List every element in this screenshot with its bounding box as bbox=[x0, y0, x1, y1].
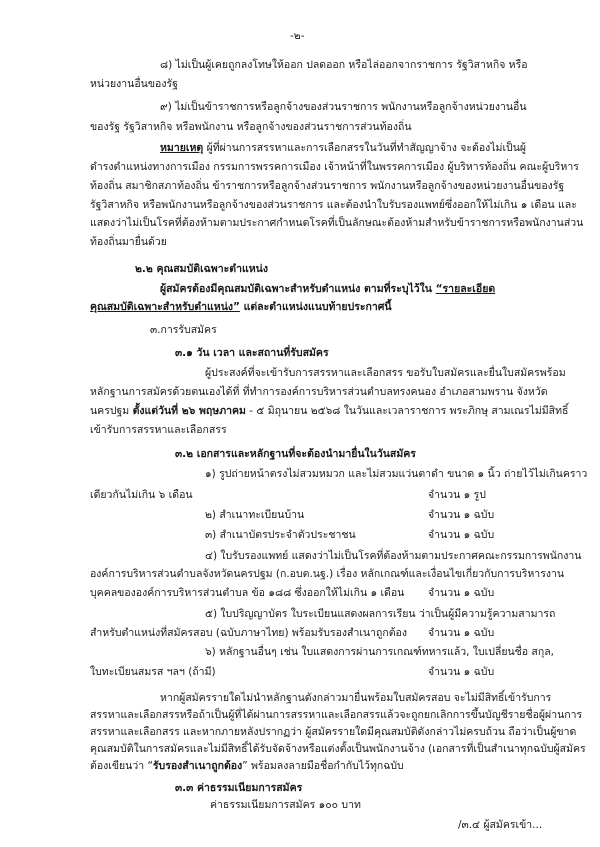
doc-item-1-line1: ๑) รูปถ่ายหน้าตรงไม่สวมหมวก และไม่สวมแว่นตาดำ ขนาด ๑ นิ้ว ถ่ายไว้ไม่เกินคราว bbox=[205, 468, 588, 480]
note-line3: ท้องถิ่น สมาชิกสภาท้องถิ่น ข้าราชการหรือลูกจ้างส่วนราชการ พนักงานหรือลูกจ้างของหน่วยงานอื่นของรัฐ bbox=[90, 180, 565, 192]
warning-line2: สรรหาและเลือกสรรหรือถ้าเป็นผู้ที่ได้ผ่านการสรรหาและเลือกสรรแล้วจะถูกยกเลิกการขึ้นบัญชีรายชื่อผู้ผ่านการ bbox=[90, 709, 583, 721]
next-page-hint-row bbox=[458, 819, 542, 832]
note-line6: ท้องถิ่นมายื่นด้วย bbox=[90, 236, 167, 248]
warning-line5-row bbox=[90, 760, 404, 773]
warning-line5-a: ต้องเขียนว่า “ bbox=[90, 760, 153, 772]
warning-line5-c: ” พร้อมลงลายมือชื่อกำกับไว้ทุกฉบับ bbox=[242, 760, 404, 772]
doc-item-3-qty: จำนวน ๑ ฉบับ bbox=[428, 529, 495, 541]
doc-item-1-line2: เดียวกันไม่เกิน ๖ เดือน bbox=[90, 489, 193, 501]
doc-item-3-line1: ๓) สำเนาบัตรประจำตัวประชาชน bbox=[205, 529, 356, 541]
page-number: -๒- bbox=[290, 30, 305, 42]
section-2-2-line2-text: แต่ละตำแหน่งแนบท้ายประกาศนี้ bbox=[239, 301, 392, 313]
warning-line4-row bbox=[90, 743, 586, 756]
section-3-1-line4: เข้ารับการสรรหาและเลือกสรร bbox=[90, 424, 227, 436]
doc-item-6-line2: ใบทะเบียนสมรส ฯลฯ (ถ้ามี) bbox=[90, 666, 216, 678]
note-line1 bbox=[160, 142, 526, 155]
certified-copy-text: รับรองสำเนาถูกต้อง bbox=[152, 760, 243, 772]
specs-link-part1: “รายละเอียด bbox=[435, 283, 496, 295]
doc-item-4-line1: ๔) ใบรับรองแพทย์ แสดงว่าไม่เป็นโรคที่ต้องห้ามตามประกาศคณะกรรมการพนักงาน bbox=[205, 550, 582, 562]
section-3-3-heading-row bbox=[175, 782, 302, 795]
doc-item-6-line1: ๖) หลักฐานอื่นๆ เช่น ใบแสดงการผ่านการเกณฑ์ทหารแล้ว, ใบเปลี่ยนชื่อ สกุล, bbox=[205, 646, 554, 658]
section-2-2-heading: ๒.๒ คุณสมบัติเฉพาะตำแหน่ง bbox=[135, 263, 268, 275]
qual-item-9-line1: ๙) ไม่เป็นข้าราชการหรือลูกจ้างของส่วนราชการ พนักงานหรือลูกจ้างหน่วยงานอื่น bbox=[160, 101, 527, 113]
note-line4: รัฐวิสาหกิจ หรือพนักงานหรือลูกจ้างของส่วนราชการ และต้องนำใบรับรองแพทย์ซึ่งออกให้ไม่เกิน ๑ เดือน และ bbox=[90, 199, 577, 211]
doc-item-4-qty: จำนวน ๑ ฉบับ bbox=[428, 587, 495, 599]
section-2-2-line1-text: ผู้สมัครต้องมีคุณสมบัติเฉพาะสำหรับตำแหน่ง ตามที่ระบุไว้ใน bbox=[160, 283, 436, 295]
section-3-1-line3-c: - ๕ มิถุนายน ๒๕๖๘ ในวันและเวลาราชการ พระภิกษุ สามเณรไม่มีสิทธิ์ bbox=[245, 405, 569, 417]
section-3-heading: ๓.การรับสมัคร bbox=[150, 324, 217, 336]
next-page-hint: /๓.๔ ผู้สมัครเข้า... bbox=[458, 819, 543, 831]
section-3-1-line2: หลักฐานการสมัครด้วยตนเองได้ที่ ที่ทำการองค์การบริหารส่วนตำบลทรงคนอง อำเภอสามพราน จังหวัด bbox=[90, 386, 548, 398]
doc-item-2-qty: จำนวน ๑ ฉบับ bbox=[428, 509, 495, 521]
specs-link-part2: คุณสมบัติเฉพาะสำหรับตำแหน่ง” bbox=[90, 301, 240, 313]
note-label: หมายเหตุ bbox=[160, 142, 204, 154]
qual-item-8-line1: ๘) ไม่เป็นผู้เคยถูกลงโทษให้ออก ปลดออก หรือไล่ออกจากราชการ รัฐวิสาหกิจ หรือ bbox=[160, 59, 528, 71]
qual-item-9-line2: ของรัฐ รัฐวิสาหกิจ หรือพนักงาน หรือลูกจ้างของส่วนราชการส่วนท้องถิ่น bbox=[90, 121, 412, 133]
doc-item-1-qty: จำนวน ๑ รูป bbox=[428, 489, 486, 501]
warning-line3: สรรหาและเลือกสรร และหากภายหลังปรากฏว่า ผู้สมัครรายใดมีคุณสมบัติดังกล่าวไม่ครบถ้วน ถือว่าเป็นผู้ขาด bbox=[90, 726, 577, 738]
note-line1-text: ผู้ที่ผ่านการสรรหาและการเลือกสรรในวันที่ทำสัญญาจ้าง จะต้องไม่เป็นผู้ bbox=[203, 142, 527, 154]
warning-line1: หากผู้สมัครรายใดไม่นำหลักฐานดังกล่าวมายื่นพร้อมใบสมัครสอบ จะไม่มีสิทธิ์เข้ารับการ bbox=[160, 692, 552, 704]
warning-line3-row bbox=[90, 726, 576, 739]
section-3-3-heading: ๓.๓ ค่าธรรมเนียมการสมัคร bbox=[175, 782, 303, 794]
doc-item-5-line2: สำหรับตำแหน่งที่สมัครสอบ (ฉบับภาษาไทย) พร้อมรับรองสำเนาถูกต้อง bbox=[90, 627, 407, 639]
section-3-1-line3 bbox=[90, 405, 568, 418]
doc-item-4-line3: บุคคลขององค์การบริหารส่วนตำบล ข้อ ๑๘๘ ซึ่งออกให้ไม่เกิน ๑ เดือน bbox=[90, 587, 405, 599]
application-fee-row bbox=[210, 799, 361, 812]
doc-item-2-line1: ๒) สำเนาทะเบียนบ้าน bbox=[205, 509, 305, 521]
section-2-2-line2 bbox=[90, 301, 392, 314]
warning-line1-row bbox=[160, 692, 551, 705]
doc-item-4-line2: องค์การบริหารส่วนตำบลจังหวัดนครปฐม (ก.อบต.นฐ.) เรื่อง หลักเกณฑ์และเงื่อนไขเกี่ยวกับการบริหารงาน bbox=[90, 568, 565, 580]
note-line2: ดำรงตำแหน่งทางการเมือง กรรมการพรรคการเมือง เจ้าหน้าที่ในพรรคการเมือง ผู้บริหารท้องถิ่น คณะผู้บริหาร bbox=[90, 161, 579, 173]
qual-item-8-line2: หน่วยงานอื่นของรัฐ bbox=[90, 78, 178, 90]
application-start-date: ตั้งแต่วันที่ ๒๖ พฤษภาคม bbox=[132, 405, 246, 417]
section-2-2-line1 bbox=[160, 283, 495, 296]
section-3-1-line3-a: นครปฐม bbox=[90, 405, 133, 417]
section-3-1-heading: ๓.๑ วัน เวลา และสถานที่รับสมัคร bbox=[175, 347, 329, 359]
section-3-2-heading: ๓.๒ เอกสารและหลักฐานที่จะต้องนำมายื่นในวันสมัคร bbox=[175, 448, 416, 460]
doc-item-6-qty: จำนวน ๑ ฉบับ bbox=[428, 666, 495, 678]
doc-item-5-line1: ๕) ใบปริญญาบัตร ใบระเบียนแสดงผลการเรียน ว่าเป็นผู้มีความรู้ความสามารถ bbox=[205, 608, 556, 620]
application-fee: ค่าธรรมเนียมการสมัคร ๑๐๐ บาท bbox=[210, 799, 361, 811]
note-line5: แสดงว่าไม่เป็นโรคที่ต้องห้ามตามประกาศกำหนดโรคที่เป็นลักษณะต้องห้ามสำหรับข้าราชการหรือพนักงานส่วน bbox=[90, 217, 584, 229]
doc-item-5-qty: จำนวน ๑ ฉบับ bbox=[428, 627, 495, 639]
section-3-1-line1: ผู้ประสงค์ที่จะเข้ารับการสรรหาและเลือกสรร ขอรับใบสมัครและยื่นใบสมัครพร้อม bbox=[205, 367, 566, 379]
warning-line2-row bbox=[90, 709, 582, 722]
warning-line4: คุณสมบัติในการสมัครและไม่มีสิทธิ์ได้รับจัดจ้างหรือแต่งตั้งเป็นพนักงานจ้าง (เอกสารที่เป็นสำเนาทุกฉบับผู้สมัคร bbox=[90, 743, 586, 755]
